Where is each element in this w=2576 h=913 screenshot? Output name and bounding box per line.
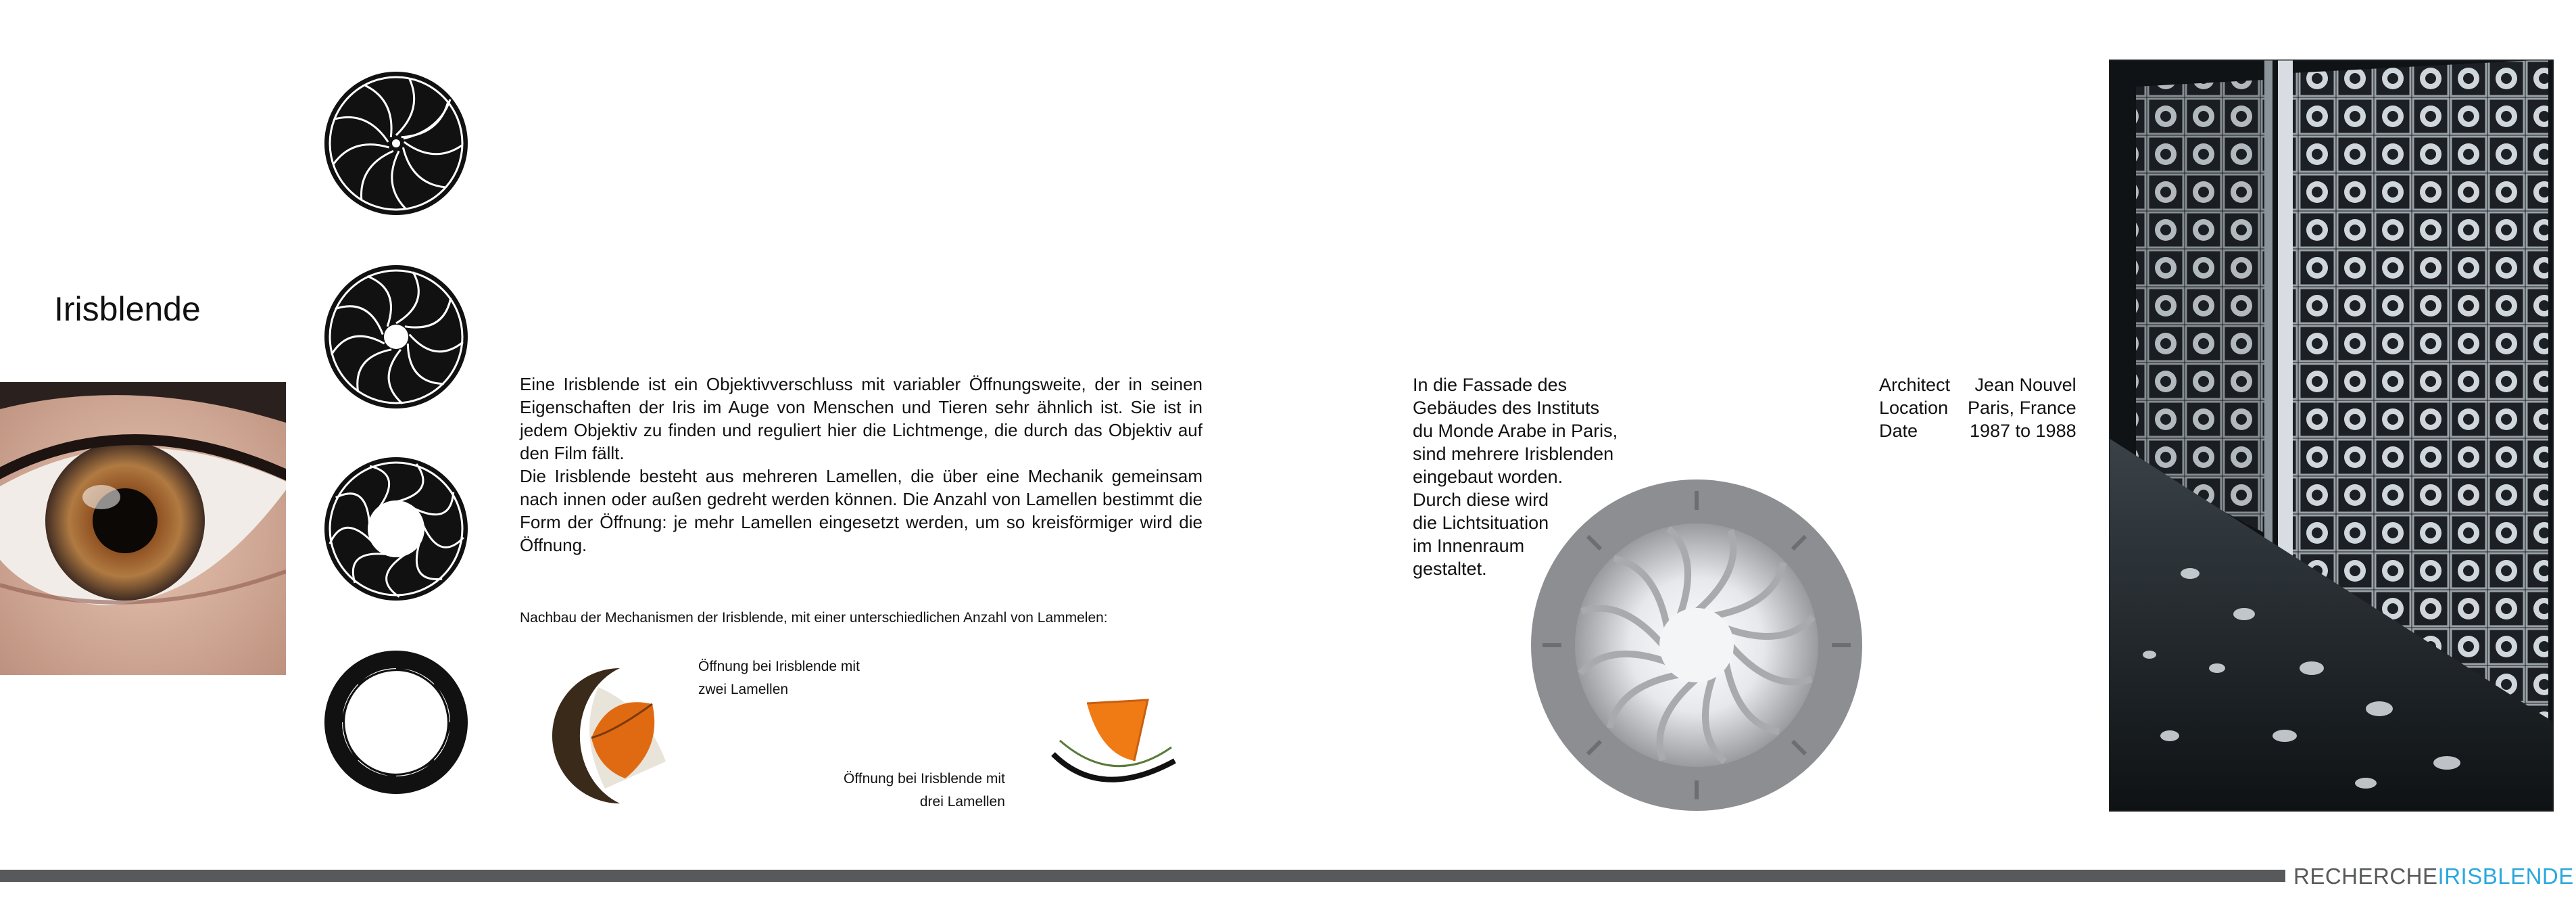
two-blade-label: Öffnung bei Irisblende mit zwei Lamellen [698,659,860,697]
fact-row: Location Paris, France [1879,398,2076,418]
intro-text [520,373,1202,557]
footer-topic: IRISBLENDE [2437,864,2574,889]
fassade-line: die Lichtsituation [1413,513,1549,533]
fassade-line: du Monde Arabe in Paris, [1413,421,1618,441]
footer-label [2293,864,2574,889]
page-title: Irisblende [54,290,201,328]
three-blade-model-photo [1046,666,1182,801]
footer-bar [0,870,2285,882]
intro-paragraph-2: Die Irisblende besteht aus mehreren Lamellen, die über eine Mechanik gemeinsam nach innen oder außen gedreht werden können. Die Anzahl von Lamellen bestimmt die Form der Öffnung: je mehr Lamellen eingesetzt werden, um so kreisförmiger wird die Öffnung. [520,466,1202,555]
footer-section: RECHERCHE [2293,864,2438,889]
fassade-line: gestaltet. [1413,559,1487,579]
fact-row: Date 1987 to 1988 [1879,421,2076,441]
eye-photo [0,382,286,675]
aperture-diagram-open [322,648,470,797]
models-caption: Nachbau der Mechanismen der Irisblende, mit einer unterschiedlichen Anzahl von Lammelen: [520,610,1108,626]
fassade-line: Gebäudes des Instituts [1413,398,1600,418]
two-blade-model-photo [551,660,689,812]
institut-du-monde-arabe-facade-photo [2109,60,2554,812]
project-facts [1879,373,2076,442]
facade-aperture-photo [1528,476,1866,814]
fassade-line: sind mehrere Irisblenden [1413,444,1614,464]
aperture-diagram-large [322,454,470,603]
three-blade-label: Öffnung bei Irisblende mit drei Lamellen [844,771,1005,810]
fassade-line: Durch diese wird [1413,490,1549,510]
aperture-diagram-medium [322,262,470,411]
fassade-line: im Innenraum [1413,536,1525,556]
fassade-line: In die Fassade des [1413,375,1568,395]
intro-paragraph-1: Eine Irisblende ist ein Objektivverschluss mit variabler Öffnungsweite, der in seinen Eigenschaften der Iris im Auge von Menschen und Tieren sehr ähnlich ist. Sie ist in jedem Objektiv zu finden und reguliert hier die Lichtmenge, die durch das Objektiv auf den Film fällt. [520,374,1202,463]
fact-row: Architect Jean Nouvel [1879,375,2076,395]
aperture-diagram-small [322,69,470,218]
fassade-line: eingebaut worden. [1413,467,1563,487]
